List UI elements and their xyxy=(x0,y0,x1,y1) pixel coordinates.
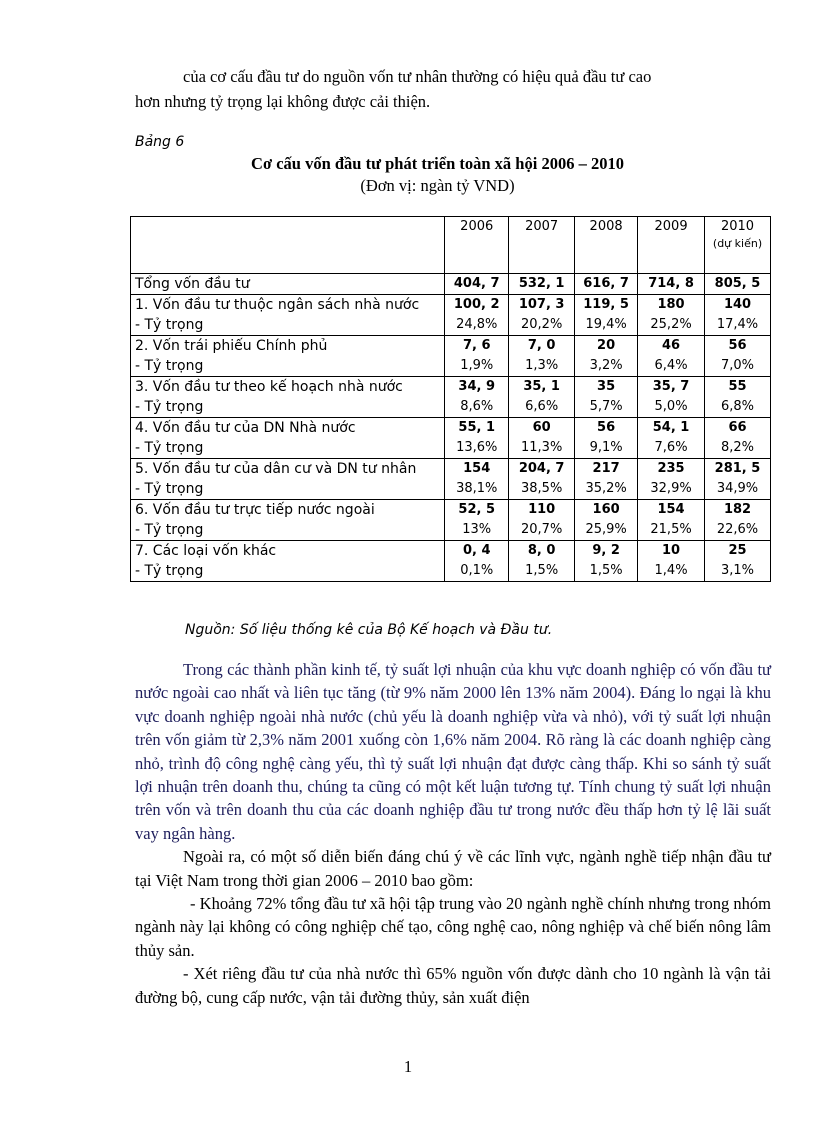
cell xyxy=(445,459,509,500)
row-label-cell xyxy=(131,295,445,336)
cell-value: 404, 7 xyxy=(445,274,509,295)
row-label-cell xyxy=(131,541,445,582)
cell xyxy=(638,541,705,582)
cell-value: 204, 7 xyxy=(518,461,565,476)
cell xyxy=(575,336,638,377)
intro-paragraph xyxy=(135,64,775,114)
row-label-cell xyxy=(131,377,445,418)
cell-share: 32,9% xyxy=(650,481,692,496)
cell-value: 56 xyxy=(728,338,747,353)
cell-value: 9, 2 xyxy=(592,543,620,558)
bullet-item: - Xét riêng đầu tư của nhà nước thì 65% nguồn vốn được dành cho 10 ngành là vận tải đường bộ, cung cấp nước, vận tải đường thủy, sản xuất điện xyxy=(135,964,771,1007)
row-label: 4. Vốn đầu tư của DN Nhà nước xyxy=(135,420,356,436)
cell-share: 9,1% xyxy=(589,440,623,455)
cell xyxy=(509,459,575,500)
table-row xyxy=(131,295,771,336)
cell-value: 0, 4 xyxy=(462,543,491,558)
table-row xyxy=(131,541,771,582)
row-label: 7. Các loại vốn khác xyxy=(135,543,277,559)
cell-share: 17,4% xyxy=(716,317,759,332)
cell-value: 714, 8 xyxy=(638,274,705,295)
cell-value: 107, 3 xyxy=(518,297,565,312)
table-row-total xyxy=(131,274,771,295)
cell xyxy=(445,500,509,541)
table-label: Bảng 6 xyxy=(135,134,185,150)
table-row xyxy=(131,459,771,500)
cell-value: 46 xyxy=(662,338,681,353)
cell-value: 281, 5 xyxy=(714,461,761,476)
cell-share: 5,0% xyxy=(654,399,688,414)
cell-value: 7, 0 xyxy=(527,338,556,353)
cell-value: 235 xyxy=(657,461,685,476)
table-title: Cơ cấu vốn đầu tư phát triển toàn xã hội 2006 – 2010 xyxy=(251,154,624,173)
cell-share: 20,2% xyxy=(521,317,563,332)
year-header-note: (dự kiến) xyxy=(712,237,763,250)
cell-value: 34, 9 xyxy=(458,379,496,394)
cell xyxy=(575,500,638,541)
cell-share: 34,9% xyxy=(716,481,759,496)
intro-line-1: của cơ cấu đầu tư do nguồn vốn tư nhân thường có hiệu quả đầu tư cao xyxy=(183,67,652,86)
cell xyxy=(638,459,705,500)
cell-value: 55, 1 xyxy=(458,420,496,435)
cell-value: 54, 1 xyxy=(652,420,690,435)
cell-share: 35,2% xyxy=(585,481,627,496)
cell-value: 20 xyxy=(597,338,616,353)
cell-share: 1,9% xyxy=(460,358,494,373)
row-label-cell xyxy=(131,459,445,500)
year-header-label: 2010 xyxy=(720,219,755,234)
cell xyxy=(575,541,638,582)
cell xyxy=(445,295,509,336)
table-row xyxy=(131,336,771,377)
cell-value: 100, 2 xyxy=(453,297,500,312)
share-label: - Tỷ trọng xyxy=(135,522,204,538)
share-label: - Tỷ trọng xyxy=(135,481,204,497)
table-unit: (Đơn vị: ngàn tỷ VND) xyxy=(360,176,515,195)
cell-value: 119, 5 xyxy=(583,297,629,312)
year-header: 2006 xyxy=(445,217,509,274)
cell-share: 38,1% xyxy=(456,481,498,496)
share-label: - Tỷ trọng xyxy=(135,317,204,333)
table-row xyxy=(131,500,771,541)
cell xyxy=(445,418,509,459)
header-empty-cell xyxy=(131,217,445,274)
investment-table xyxy=(130,216,771,582)
cell-value: 7, 6 xyxy=(462,338,491,353)
paragraph-sectors: Ngoài ra, có một số diễn biến đáng chú ý về các lĩnh vực, ngành nghề tiếp nhận đầu tư tại Việt Nam trong thời gian 2006 – 2010 bao gồm: xyxy=(135,847,771,890)
row-label: 3. Vốn đầu tư theo kế hoạch nhà nước xyxy=(135,379,403,395)
cell-share: 25,9% xyxy=(585,522,627,537)
share-label: - Tỷ trọng xyxy=(135,399,204,415)
cell xyxy=(705,541,771,582)
table-row xyxy=(131,418,771,459)
cell-share: 8,2% xyxy=(720,440,755,455)
cell-share: 1,4% xyxy=(654,563,688,578)
cell-value: 35 xyxy=(597,379,616,394)
cell-share: 13% xyxy=(462,522,492,537)
cell-value: 180 xyxy=(657,297,685,312)
table-header-row xyxy=(131,217,771,274)
share-label: - Tỷ trọng xyxy=(135,563,204,579)
cell xyxy=(445,541,509,582)
cell xyxy=(705,500,771,541)
row-label: 6. Vốn đầu tư trực tiếp nước ngoài xyxy=(135,502,375,518)
cell xyxy=(445,336,509,377)
paragraph-profit: Trong các thành phần kinh tế, tỷ suất lợi nhuận của khu vực doanh nghiệp có vốn đầu tư nước ngoài cao nhất và liên tục tăng (từ 9% năm 2000 lên 13% năm 2004). Đáng lo ngại là khu vực doanh nghiệp ngoài nhà nước (chủ yếu là doanh nghiệp vừa và nhỏ), với tỷ suất lợi nhuận trên vốn giảm từ 2,3% năm 2001 xuống còn 1,6% năm 2004. Rõ ràng là các doanh nghiệp càng nhỏ, trình độ công nghệ càng yếu, thì tỷ suất lợi nhuận đạt được càng thấp. Khi so sánh tỷ suất lợi nhuận trên doanh thu, chúng ta cũng có một kết luận tương tự. Tính chung tỷ suất lợi nhuận trên vốn và trên doanh thu của các doanh nghiệp đầu tư trong nước đều thấp hơn tỷ lệ lãi suất vay ngân hàng. xyxy=(135,660,771,843)
cell-share: 7,0% xyxy=(720,358,755,373)
cell xyxy=(705,336,771,377)
cell-share: 11,3% xyxy=(521,440,563,455)
row-label-cell xyxy=(131,500,445,541)
cell xyxy=(509,500,575,541)
cell xyxy=(638,377,705,418)
cell-value: 66 xyxy=(728,420,747,435)
cell xyxy=(445,377,509,418)
cell-share: 5,7% xyxy=(589,399,623,414)
cell xyxy=(575,377,638,418)
cell xyxy=(638,500,705,541)
cell-value: 35, 7 xyxy=(652,379,690,394)
cell-value: 25 xyxy=(728,543,747,558)
year-header: 2009 xyxy=(638,217,705,274)
cell-value: 140 xyxy=(723,297,752,312)
cell xyxy=(638,336,705,377)
cell-share: 8,6% xyxy=(460,399,494,414)
cell-value: 110 xyxy=(528,502,556,517)
cell xyxy=(575,459,638,500)
row-label: Tổng vốn đầu tư xyxy=(131,274,445,295)
cell xyxy=(705,377,771,418)
table-row xyxy=(131,377,771,418)
cell-value: 8, 0 xyxy=(527,543,556,558)
year-header-2010 xyxy=(705,217,771,274)
intro-line-2: hơn nhưng tỷ trọng lại không được cải thiện. xyxy=(135,92,431,111)
cell-share: 0,1% xyxy=(460,563,494,578)
cell xyxy=(705,459,771,500)
cell-value: 154 xyxy=(657,502,685,517)
cell-value: 35, 1 xyxy=(523,379,560,394)
cell-share: 21,5% xyxy=(650,522,692,537)
page-number: 1 xyxy=(403,1057,413,1076)
cell-value: 182 xyxy=(723,502,752,517)
cell-share: 24,8% xyxy=(456,317,498,332)
cell-share: 1,5% xyxy=(589,563,623,578)
row-label: 1. Vốn đầu tư thuộc ngân sách nhà nước xyxy=(135,297,420,313)
year-header: 2008 xyxy=(575,217,638,274)
cell-value: 52, 5 xyxy=(458,502,496,517)
cell-share: 7,6% xyxy=(654,440,688,455)
cell-share: 25,2% xyxy=(650,317,692,332)
cell xyxy=(638,295,705,336)
cell xyxy=(638,418,705,459)
body-text xyxy=(135,658,771,1009)
cell-value: 10 xyxy=(662,543,681,558)
cell xyxy=(509,541,575,582)
cell-share: 1,3% xyxy=(525,358,559,373)
cell-share: 20,7% xyxy=(521,522,563,537)
share-label: - Tỷ trọng xyxy=(135,440,204,456)
cell-share: 13,6% xyxy=(456,440,498,455)
cell xyxy=(509,418,575,459)
cell-share: 3,1% xyxy=(720,563,755,578)
year-header: 2007 xyxy=(509,217,575,274)
cell xyxy=(509,377,575,418)
cell-share: 19,4% xyxy=(585,317,627,332)
cell-value: 616, 7 xyxy=(575,274,638,295)
cell xyxy=(705,418,771,459)
row-label-cell xyxy=(131,418,445,459)
cell xyxy=(575,295,638,336)
cell-value: 217 xyxy=(592,461,620,476)
cell-share: 38,5% xyxy=(521,481,563,496)
cell-share: 6,8% xyxy=(720,399,755,414)
cell-value: 55 xyxy=(728,379,747,394)
share-label: - Tỷ trọng xyxy=(135,358,204,374)
row-label-cell xyxy=(131,336,445,377)
cell-value: 805, 5 xyxy=(705,274,771,295)
cell-value: 160 xyxy=(592,502,620,517)
cell-share: 3,2% xyxy=(589,358,623,373)
cell-share: 22,6% xyxy=(716,522,759,537)
cell xyxy=(705,295,771,336)
cell-share: 1,5% xyxy=(525,563,559,578)
cell-share: 6,4% xyxy=(654,358,688,373)
cell-value: 60 xyxy=(532,420,551,435)
cell xyxy=(509,336,575,377)
cell-value: 56 xyxy=(597,420,616,435)
bullet-item: - Khoảng 72% tổng đầu tư xã hội tập trung vào 20 ngành nghề chính nhưng trong nhóm ngành này lại không có công nghiệp chế tạo, công nghệ cao, nông nghiệp và chế biến nông lâm thủy sản. xyxy=(135,894,771,960)
row-label: 5. Vốn đầu tư của dân cư và DN tư nhân xyxy=(135,461,417,477)
row-label: 2. Vốn trái phiếu Chính phủ xyxy=(135,338,328,354)
cell xyxy=(509,295,575,336)
cell xyxy=(575,418,638,459)
cell-value: 532, 1 xyxy=(509,274,575,295)
cell-share: 6,6% xyxy=(525,399,559,414)
cell-value: 154 xyxy=(463,461,491,476)
table-source: Nguồn: Số liệu thống kê của Bộ Kế hoạch và Đầu tư. xyxy=(185,622,553,638)
